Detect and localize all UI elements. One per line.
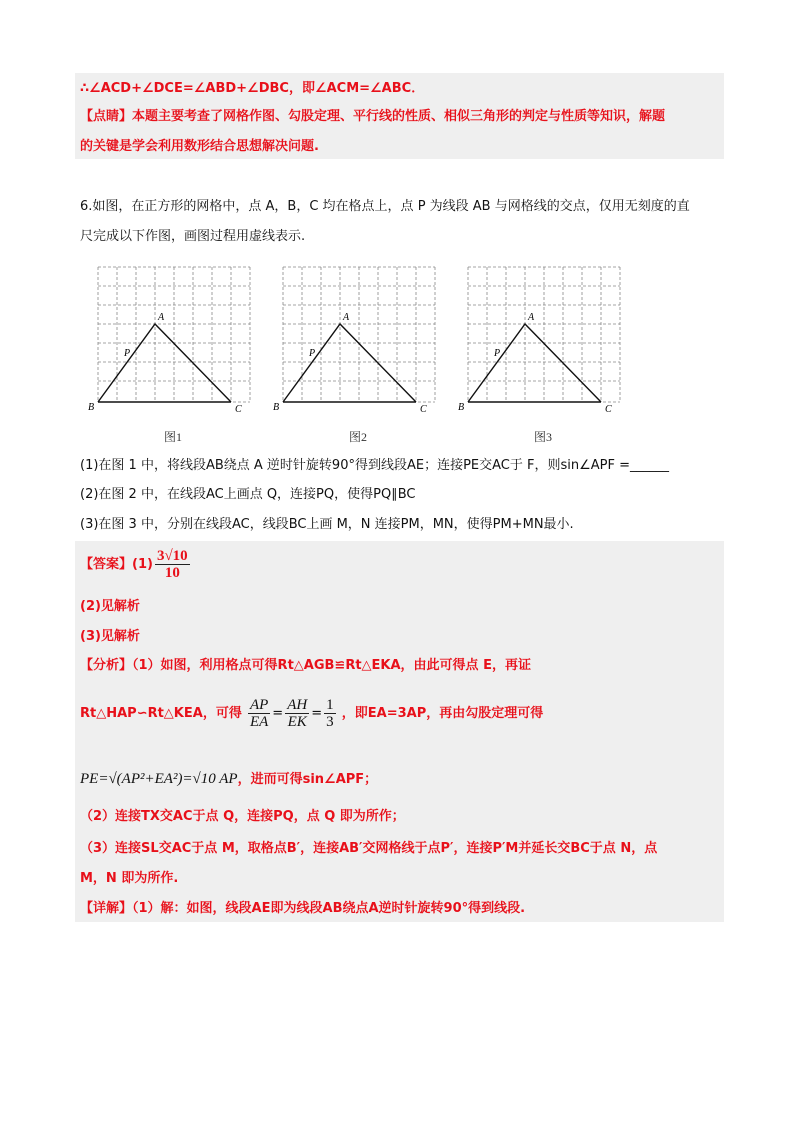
analysis-line-3: PE=√(AP²+EA²)=√10 AP，进而可得sin∠APF； bbox=[80, 771, 378, 787]
grid-figure-1 bbox=[88, 262, 258, 422]
dianjing-line-2: 的关键是学会利用数形结合思想解决问题. bbox=[80, 139, 319, 154]
dianjing-line-1: 【点睛】本题主要考查了网格作图、勾股定理、平行线的性质、相似三角形的判定与性质等知识，解题 bbox=[80, 109, 666, 124]
label-c: C bbox=[420, 404, 427, 415]
figure-2 bbox=[273, 262, 443, 444]
label-c: C bbox=[235, 404, 242, 415]
subquestion-1: (1)在图 1 中，将线段AB绕点 A 逆时针旋转90°得到线段AE；连接PE交AC于 F，则sin∠APF =______ bbox=[80, 458, 669, 473]
label-p: P bbox=[494, 348, 501, 359]
analysis-line-5: （3）连接SL交AC于点 M，取格点B′，连接AB′交网格线于点P′，连接P′M并延长交BC于点 N，点 bbox=[80, 841, 658, 856]
grid-figure-3 bbox=[458, 262, 628, 422]
label-c: C bbox=[605, 404, 612, 415]
subquestion-3: (3)在图 3 中，分别在线段AC，线段BC上画 M，N 连接PM，MN，使得PM+MN最小. bbox=[80, 517, 574, 532]
answer-line-3: (3)见解析 bbox=[80, 629, 140, 644]
caption-3: 图3 bbox=[534, 430, 553, 444]
answer-fraction: $\frac{3√10}{10}$ bbox=[156, 548, 188, 581]
answer-line-2: (2)见解析 bbox=[80, 599, 140, 614]
fraction-ah-ek: $\frac{AH}{EK}$ bbox=[287, 697, 308, 730]
fraction-ap-ea: $\frac{AP}{EA}$ bbox=[249, 697, 269, 730]
fraction-one-third: $\frac{1}{3}$ bbox=[326, 697, 334, 730]
label-b: B bbox=[458, 402, 465, 413]
label-p: P bbox=[124, 348, 131, 359]
label-a: A bbox=[528, 312, 535, 323]
analysis-line-1: 【分析】（1）如图，利用格点可得Rt△AGB≌Rt△EKA，由此可得点 E，再证 bbox=[80, 658, 531, 673]
label-a: A bbox=[158, 312, 165, 323]
subquestion-2: (2)在图 2 中，在线段AC上画点 Q，连接PQ，使得PQ∥BC bbox=[80, 487, 416, 502]
conclusion-line: ∴∠ACD+∠DCE=∠ABD+∠DBC，即∠ACM=∠ABC． bbox=[80, 81, 425, 96]
label-b: B bbox=[273, 402, 280, 413]
analysis-line-4: （2）连接TX交AC于点 Q，连接PQ，点 Q 即为所作； bbox=[80, 809, 405, 824]
figure-3 bbox=[458, 262, 628, 444]
analysis-line-2: Rt△HAP∽Rt△KEA，可得 $\frac{AP}{EA}$ = $\frac{AH}{EK}$ = $\frac{1}{3}$ ，即EA=3AP，再由勾股定理可得 bbox=[80, 697, 544, 730]
figure-1 bbox=[88, 262, 258, 444]
caption-1: 图1 bbox=[164, 430, 183, 444]
answer-line-1: 【答案】(1) $\frac{3√10}{10}$ bbox=[80, 548, 188, 581]
label-a: A bbox=[343, 312, 350, 323]
caption-2: 图2 bbox=[349, 430, 368, 444]
label-b: B bbox=[88, 402, 95, 413]
question-line-2: 尺完成以下作图，画图过程用虚线表示. bbox=[80, 229, 306, 244]
label-p: P bbox=[309, 348, 316, 359]
question-line-1: 6.如图，在正方形的网格中，点 A，B，C 均在格点上，点 P 为线段 AB 与网格线的交点，仅用无刻度的直 bbox=[80, 199, 690, 214]
grid-figure-2 bbox=[273, 262, 443, 422]
analysis-line-6: M，N 即为所作. bbox=[80, 871, 179, 886]
detail-line-1: 【详解】（1）解：如图，线段AE即为线段AB绕点A逆时针旋转90°得到线段. bbox=[80, 901, 526, 916]
